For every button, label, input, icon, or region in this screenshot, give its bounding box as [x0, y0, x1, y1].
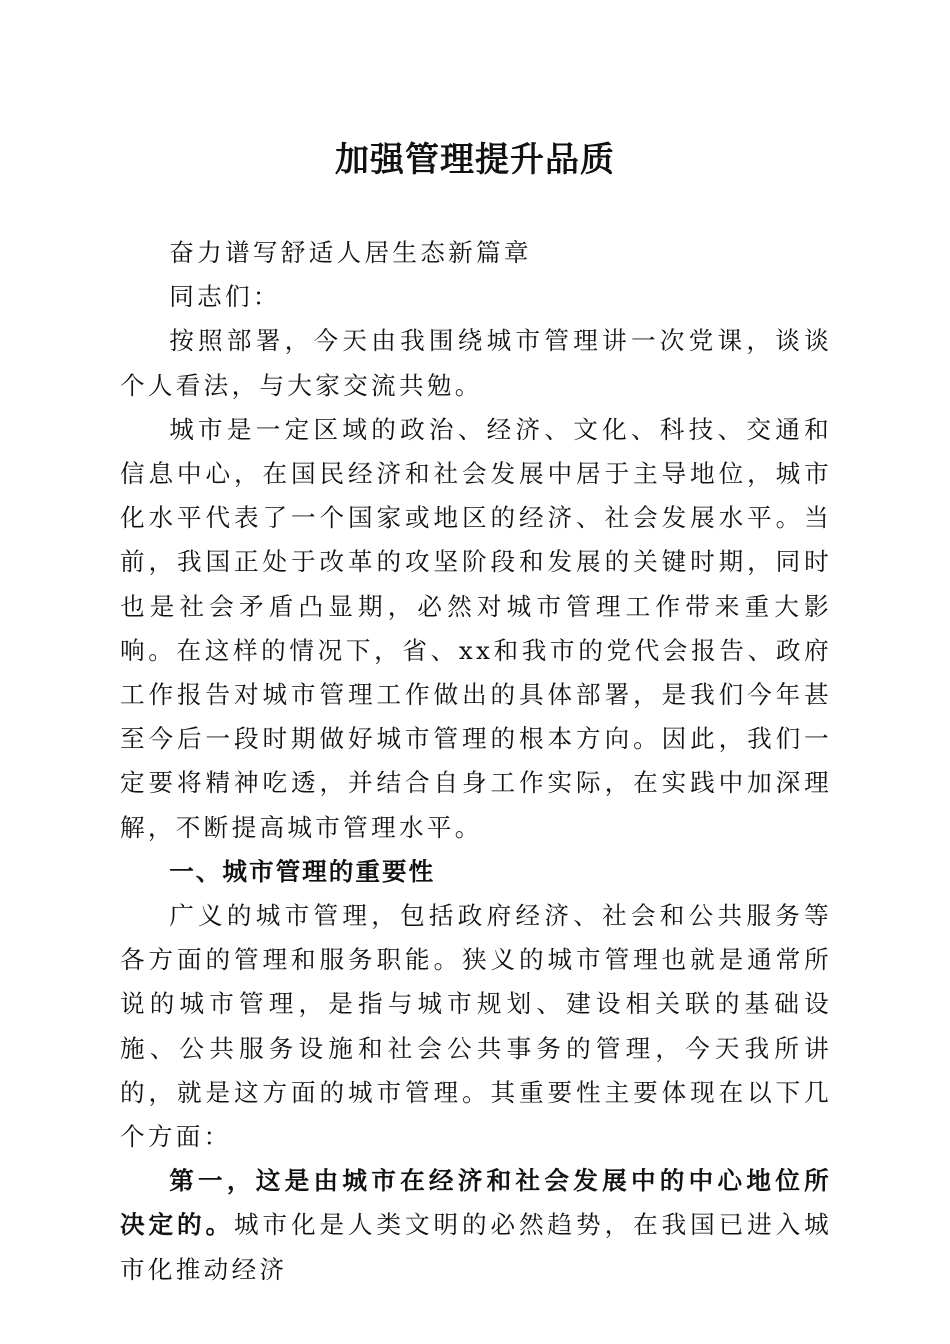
section-paragraph: 广义的城市管理，包括政府经济、社会和公共服务等各方面的管理和服务职能。狭义的城市管理也就是通常所说的城市管理，是指与城市规划、建设相关联的基础设施、公共服务设施和社会公共事务的管理，今天我所讲的，就是这方面的城市管理。其重要性主要体现在以下几个方面： [120, 901, 832, 1152]
point-continuation: 城市化是人类文明的必然趋势，在我国已进入城市化推动经济 [120, 1210, 832, 1284]
subtitle-line: 奋力谱写舒适人居生态新篇章 [169, 238, 532, 267]
section-heading: 一、城市管理的重要性 [169, 856, 436, 886]
salutation-line: 同志们： [169, 282, 281, 312]
document-body [120, 231, 832, 1292]
intro-paragraph: 按照部署，今天由我围绕城市管理讲一次党课，谈谈个人看法，与大家交流共勉。 [120, 326, 832, 400]
point-lead: 第一，这是由城市在经济和社会发展中的中心地位所决定的。 [120, 1166, 832, 1240]
point-paragraph [120, 1159, 832, 1292]
context-paragraph: 城市是一定区域的政治、经济、文化、科技、交通和信息中心，在国民经济和社会发展中居于主导地位，城市化水平代表了一个国家或地区的经济、社会发展水平。当前，我国正处于改革的攻坚阶段和发展的关键时期，同时也是社会矛盾凸显期，必然对城市管理工作带来重大影响。在这样的情况下，省、xx和我市的党代会报告、政府工作报告对城市管理工作做出的具体部署，是我们今年甚至今后一段时期做好城市管理的根本方向。因此，我们一定要将精神吃透，并结合自身工作实际，在实践中加深理解，不断提高城市管理水平。 [120, 414, 832, 842]
document-title: 加强管理提升品质 [335, 140, 615, 180]
